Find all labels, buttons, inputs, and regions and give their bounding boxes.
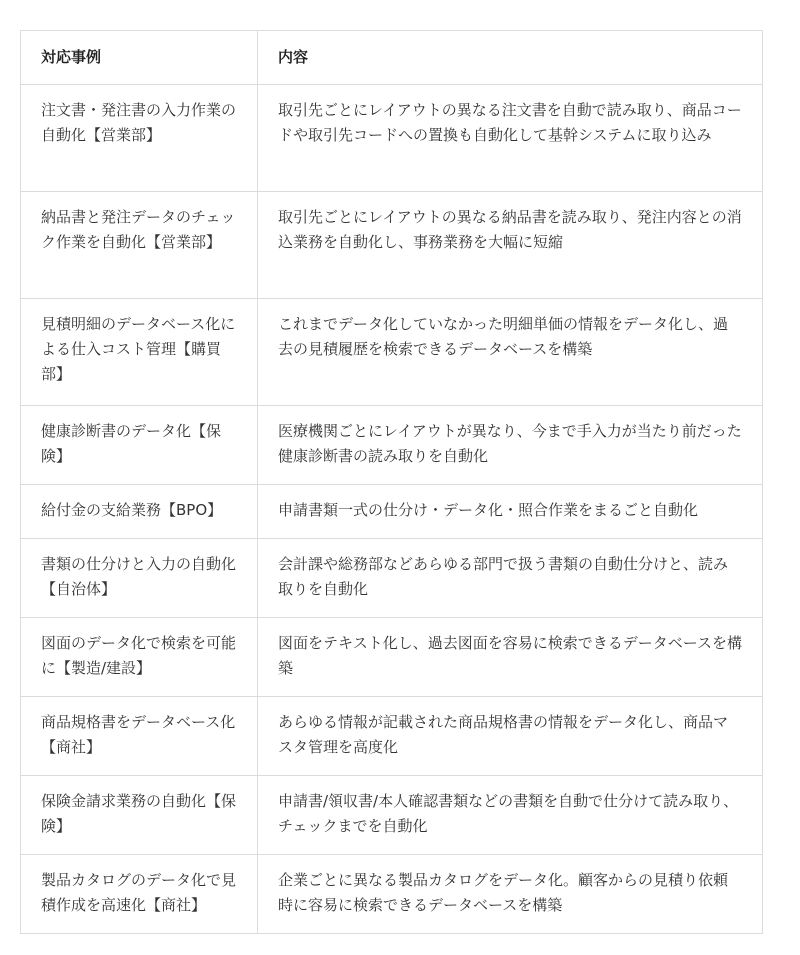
content-cell: 申請書類一式の仕分け・データ化・照合作業をまるごと自動化 xyxy=(258,485,763,539)
content-cell: 企業ごとに異なる製品カタログをデータ化。顧客からの見積り依頼時に容易に検索できるデータベースを構築 xyxy=(258,855,763,934)
table-row xyxy=(21,192,763,299)
case-cell: 製品カタログのデータ化で見積作成を高速化【商社】 xyxy=(21,855,258,934)
content-cell: 図面をテキスト化し、過去図面を容易に検索できるデータベースを構築 xyxy=(258,618,763,697)
table-row xyxy=(21,618,763,697)
table-row xyxy=(21,855,763,934)
case-cell: 保険金請求業務の自動化【保険】 xyxy=(21,776,258,855)
case-cell: 見積明細のデータベース化による仕入コスト管理【購買部】 xyxy=(21,299,258,406)
header-content: 内容 xyxy=(258,31,763,85)
table-header-row xyxy=(21,31,763,85)
case-cell: 注文書・発注書の入力作業の自動化【営業部】 xyxy=(21,85,258,192)
case-table xyxy=(20,30,763,934)
case-cell: 書類の仕分けと入力の自動化【自治体】 xyxy=(21,539,258,618)
content-cell: あらゆる情報が記載された商品規格書の情報をデータ化し、商品マスタ管理を高度化 xyxy=(258,697,763,776)
content-cell: 取引先ごとにレイアウトの異なる注文書を自動で読み取り、商品コードや取引先コードへの置換も自動化して基幹システムに取り込み xyxy=(258,85,763,192)
content-cell: 取引先ごとにレイアウトの異なる納品書を読み取り、発注内容との消込業務を自動化し、事務業務を大幅に短縮 xyxy=(258,192,763,299)
header-case: 対応事例 xyxy=(21,31,258,85)
content-cell: これまでデータ化していなかった明細単価の情報をデータ化し、過去の見積履歴を検索できるデータベースを構築 xyxy=(258,299,763,406)
table-row xyxy=(21,85,763,192)
table-row xyxy=(21,299,763,406)
table-row xyxy=(21,539,763,618)
case-cell: 健康診断書のデータ化【保険】 xyxy=(21,406,258,485)
case-cell: 商品規格書をデータベース化【商社】 xyxy=(21,697,258,776)
table-row xyxy=(21,776,763,855)
content-cell: 会計課や総務部などあらゆる部門で扱う書類の自動仕分けと、読み取りを自動化 xyxy=(258,539,763,618)
table-row xyxy=(21,485,763,539)
case-table-container xyxy=(20,30,762,934)
case-cell: 給付金の支給業務【BPO】 xyxy=(21,485,258,539)
case-cell: 納品書と発注データのチェック作業を自動化【営業部】 xyxy=(21,192,258,299)
table-row xyxy=(21,697,763,776)
content-cell: 医療機関ごとにレイアウトが異なり、今まで手入力が当たり前だった健康診断書の読み取りを自動化 xyxy=(258,406,763,485)
content-cell: 申請書/領収書/本人確認書類などの書類を自動で仕分けて読み取り、チェックまでを自動化 xyxy=(258,776,763,855)
table-row xyxy=(21,406,763,485)
case-cell: 図面のデータ化で検索を可能に【製造/建設】 xyxy=(21,618,258,697)
